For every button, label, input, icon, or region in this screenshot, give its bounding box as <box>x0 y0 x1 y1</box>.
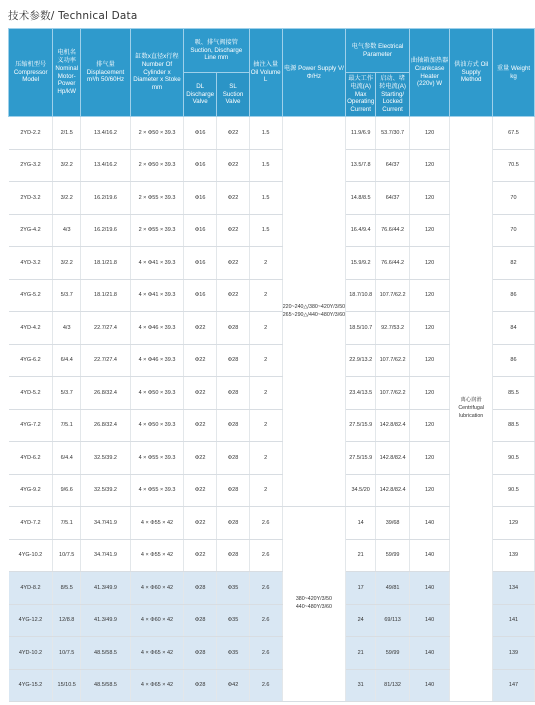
cell-disp: 34.7/41.9 <box>81 539 131 572</box>
cell-oil: 2.6 <box>249 669 282 702</box>
cell-dl: Φ22 <box>183 344 216 377</box>
header-pipe-group: 吸、排气阀接管 Suction, Discharge Line mm <box>183 29 249 73</box>
cell-sl: Φ22 <box>217 149 249 182</box>
cell-disp: 13.4/16.2 <box>81 117 131 150</box>
cell-cyl: 4 × Φ41 × 39.3 <box>131 279 184 312</box>
header-elec-group: 电气参数 Electrical Parameter <box>346 29 410 73</box>
technical-data-table <box>8 28 535 702</box>
cell-disp: 22.7/27.4 <box>81 312 131 345</box>
header-power: 电源 Power Supply V/Φ/Hz <box>282 29 345 117</box>
header-heater: 曲轴箱加热器 Crankcase Heater (220v) W <box>409 29 449 117</box>
header-oil-method: 供油方式 Oil Supply Method <box>450 29 493 117</box>
cell-oil: 2 <box>249 409 282 442</box>
cell-cyl: 4 × Φ55 × 42 <box>131 539 184 572</box>
cell-cyl: 4 × Φ46 × 39.3 <box>131 312 184 345</box>
cell-heater: 140 <box>409 572 449 605</box>
cell-heater: 120 <box>409 474 449 507</box>
cell-weight: 90.5 <box>492 442 534 475</box>
cell-weight: 88.5 <box>492 409 534 442</box>
cell-model: 2YD-3.2 <box>9 182 53 215</box>
cell-max: 18.5/10.7 <box>346 312 376 345</box>
cell-dl: Φ22 <box>183 312 216 345</box>
cell-heater: 120 <box>409 247 449 280</box>
cell-motor: 7/5.1 <box>53 409 81 442</box>
cell-model: 4YG-6.2 <box>9 344 53 377</box>
header-weight: 重量 Weight kg <box>492 29 534 117</box>
cell-start: 81/132 <box>376 669 410 702</box>
header-model: 压缩机型号 Compressor Model <box>9 29 53 117</box>
cell-weight: 86 <box>492 279 534 312</box>
cell-disp: 13.4/16.2 <box>81 149 131 182</box>
cell-sl: Φ28 <box>217 377 249 410</box>
cell-max: 14 <box>346 507 376 540</box>
cell-disp: 32.5/39.2 <box>81 442 131 475</box>
cell-max: 21 <box>346 539 376 572</box>
cell-motor: 6/4.4 <box>53 442 81 475</box>
cell-dl: Φ22 <box>183 409 216 442</box>
cell-disp: 32.5/39.2 <box>81 474 131 507</box>
cell-weight: 70 <box>492 214 534 247</box>
cell-cyl: 4 × Φ41 × 39.3 <box>131 247 184 280</box>
cell-start: 107.7/62.2 <box>376 377 410 410</box>
cell-oil: 2 <box>249 247 282 280</box>
cell-cyl: 4 × Φ55 × 39.3 <box>131 442 184 475</box>
cell-motor: 4/3 <box>53 214 81 247</box>
cell-dl: Φ16 <box>183 117 216 150</box>
cell-model: 4YG-15.2 <box>9 669 53 702</box>
cell-sl: Φ22 <box>217 117 249 150</box>
cell-disp: 41.3/49.9 <box>81 604 131 637</box>
cell-dl: Φ28 <box>183 637 216 670</box>
cell-heater: 140 <box>409 669 449 702</box>
header-max-current: 最大工作电流(A) Max Operating Current <box>346 73 376 117</box>
cell-start: 49/81 <box>376 572 410 605</box>
cell-max: 18.7/10.8 <box>346 279 376 312</box>
cell-max: 22.9/13.2 <box>346 344 376 377</box>
cell-sl: Φ35 <box>217 572 249 605</box>
cell-motor: 2/1.5 <box>53 117 81 150</box>
cell-model: 4YD-7.2 <box>9 507 53 540</box>
cell-model: 4YG-10.2 <box>9 539 53 572</box>
cell-weight: 82 <box>492 247 534 280</box>
cell-max: 27.5/15.9 <box>346 442 376 475</box>
cell-start: 59/99 <box>376 539 410 572</box>
cell-start: 76.6/44.2 <box>376 214 410 247</box>
cell-weight: 90.5 <box>492 474 534 507</box>
cell-start: 69/113 <box>376 604 410 637</box>
cell-motor: 7/5.1 <box>53 507 81 540</box>
cell-start: 142.8/82.4 <box>376 442 410 475</box>
cell-weight: 147 <box>492 669 534 702</box>
page-title: 技术参数/ Technical Data <box>8 10 138 22</box>
cell-model: 4YG-9.2 <box>9 474 53 507</box>
cell-disp: 16.2/19.6 <box>81 214 131 247</box>
cell-sl: Φ22 <box>217 247 249 280</box>
cell-dl: Φ22 <box>183 377 216 410</box>
cell-disp: 34.7/41.9 <box>81 507 131 540</box>
cell-cyl: 4 × Φ65 × 42 <box>131 637 184 670</box>
cell-motor: 6/4.4 <box>53 344 81 377</box>
cell-heater: 140 <box>409 507 449 540</box>
cell-sl: Φ28 <box>217 539 249 572</box>
cell-oil: 2 <box>249 474 282 507</box>
cell-disp: 26.8/32.4 <box>81 409 131 442</box>
cell-max: 11.9/6.9 <box>346 117 376 150</box>
cell-oil: 1.5 <box>249 214 282 247</box>
cell-max: 14.8/8.5 <box>346 182 376 215</box>
cell-cyl: 4 × Φ60 × 42 <box>131 604 184 637</box>
cell-disp: 48.5/58.5 <box>81 637 131 670</box>
cell-max: 23.4/13.5 <box>346 377 376 410</box>
cell-max: 21 <box>346 637 376 670</box>
cell-weight: 139 <box>492 539 534 572</box>
cell-sl: Φ35 <box>217 604 249 637</box>
cell-heater: 120 <box>409 214 449 247</box>
cell-heater: 120 <box>409 182 449 215</box>
cell-oil: 2 <box>249 279 282 312</box>
table-row <box>9 117 535 150</box>
cell-heater: 140 <box>409 637 449 670</box>
cell-dl: Φ22 <box>183 474 216 507</box>
cell-model: 4YG-5.2 <box>9 279 53 312</box>
header-cylinder: 缸数x直径x行程 Number Of Cylinder x Diameter x Stoke mm <box>131 29 184 117</box>
cell-dl: Φ16 <box>183 279 216 312</box>
cell-max: 34.5/20 <box>346 474 376 507</box>
cell-heater: 120 <box>409 312 449 345</box>
cell-weight: 139 <box>492 637 534 670</box>
cell-dl: Φ28 <box>183 604 216 637</box>
cell-model: 4YG-12.2 <box>9 604 53 637</box>
cell-cyl: 2 × Φ50 × 39.3 <box>131 149 184 182</box>
cell-start: 107.7/62.2 <box>376 344 410 377</box>
cell-oil: 2.6 <box>249 604 282 637</box>
cell-disp: 18.1/21.8 <box>81 279 131 312</box>
cell-start: 39/68 <box>376 507 410 540</box>
cell-max: 31 <box>346 669 376 702</box>
cell-model: 4YG-7.2 <box>9 409 53 442</box>
cell-motor: 10/7.5 <box>53 539 81 572</box>
cell-oil: 2 <box>249 344 282 377</box>
cell-motor: 3/2.2 <box>53 149 81 182</box>
cell-start: 64/37 <box>376 182 410 215</box>
cell-power-supply-group-2: 380~420Y/3/50 440~480Y/3/60 <box>282 507 345 702</box>
cell-weight: 86 <box>492 344 534 377</box>
header-start-current: 启动、堵转电流(A) Starting/ Locked Current <box>376 73 410 117</box>
cell-weight: 141 <box>492 604 534 637</box>
cell-motor: 15/10.5 <box>53 669 81 702</box>
cell-model: 2YG-3.2 <box>9 149 53 182</box>
cell-model: 4YD-10.2 <box>9 637 53 670</box>
cell-weight: 70 <box>492 182 534 215</box>
cell-cyl: 2 × Φ55 × 39.3 <box>131 182 184 215</box>
header-oil-volume: 抽注入量 Oil Volume L <box>249 29 282 117</box>
cell-weight: 84 <box>492 312 534 345</box>
cell-oil: 2 <box>249 377 282 410</box>
cell-oil: 2.6 <box>249 637 282 670</box>
cell-sl: Φ28 <box>217 312 249 345</box>
header-dl: DL Discharge Valve <box>183 73 216 117</box>
cell-max: 16.4/9.4 <box>346 214 376 247</box>
cell-model: 4YD-8.2 <box>9 572 53 605</box>
cell-cyl: 4 × Φ65 × 42 <box>131 669 184 702</box>
cell-oil: 1.5 <box>249 149 282 182</box>
cell-heater: 120 <box>409 117 449 150</box>
header-displacement: 排气量 Displacement m³/h 50/60Hz <box>81 29 131 117</box>
cell-sl: Φ28 <box>217 442 249 475</box>
cell-max: 27.5/15.9 <box>346 409 376 442</box>
cell-weight: 67.5 <box>492 117 534 150</box>
cell-dl: Φ28 <box>183 669 216 702</box>
cell-dl: Φ16 <box>183 247 216 280</box>
cell-sl: Φ28 <box>217 409 249 442</box>
cell-max: 15.9/9.2 <box>346 247 376 280</box>
cell-start: 64/37 <box>376 149 410 182</box>
cell-oil: 1.5 <box>249 182 282 215</box>
cell-start: 142.8/82.4 <box>376 474 410 507</box>
cell-oil-supply-method: 离心润滑 Centrifugal lubrication <box>450 117 493 702</box>
cell-heater: 140 <box>409 604 449 637</box>
cell-sl: Φ22 <box>217 214 249 247</box>
header-sl: SL Suction Valve <box>217 73 249 117</box>
cell-dl: Φ16 <box>183 182 216 215</box>
cell-oil: 2.6 <box>249 572 282 605</box>
cell-weight: 70.5 <box>492 149 534 182</box>
cell-model: 4YD-3.2 <box>9 247 53 280</box>
cell-disp: 41.3/49.9 <box>81 572 131 605</box>
cell-oil: 1.5 <box>249 117 282 150</box>
cell-start: 76.6/44.2 <box>376 247 410 280</box>
cell-sl: Φ22 <box>217 279 249 312</box>
cell-oil: 2.6 <box>249 539 282 572</box>
cell-motor: 5/3.7 <box>53 377 81 410</box>
cell-heater: 120 <box>409 279 449 312</box>
cell-dl: Φ22 <box>183 442 216 475</box>
cell-model: 2YD-2.2 <box>9 117 53 150</box>
cell-sl: Φ35 <box>217 637 249 670</box>
cell-motor: 3/2.2 <box>53 182 81 215</box>
cell-dl: Φ28 <box>183 572 216 605</box>
cell-cyl: 4 × Φ50 × 39.3 <box>131 377 184 410</box>
cell-disp: 26.8/32.4 <box>81 377 131 410</box>
table-body <box>9 117 535 702</box>
cell-motor: 12/8.8 <box>53 604 81 637</box>
cell-cyl: 4 × Φ46 × 39.3 <box>131 344 184 377</box>
cell-dl: Φ16 <box>183 149 216 182</box>
cell-start: 142.8/82.4 <box>376 409 410 442</box>
cell-cyl: 4 × Φ60 × 42 <box>131 572 184 605</box>
cell-model: 4YD-5.2 <box>9 377 53 410</box>
cell-disp: 16.2/19.6 <box>81 182 131 215</box>
cell-sl: Φ28 <box>217 474 249 507</box>
cell-start: 59/99 <box>376 637 410 670</box>
cell-motor: 4/3 <box>53 312 81 345</box>
cell-heater: 120 <box>409 344 449 377</box>
cell-disp: 18.1/21.8 <box>81 247 131 280</box>
cell-motor: 3/2.2 <box>53 247 81 280</box>
cell-oil: 2.6 <box>249 507 282 540</box>
cell-heater: 120 <box>409 377 449 410</box>
cell-oil: 2 <box>249 442 282 475</box>
cell-weight: 134 <box>492 572 534 605</box>
cell-motor: 5/3.7 <box>53 279 81 312</box>
cell-weight: 85.5 <box>492 377 534 410</box>
cell-start: 107.7/62.2 <box>376 279 410 312</box>
cell-power-supply-group-1: 220~240△/380~420Y/3/50 265~290△/440~480Y/3/60 <box>282 117 345 507</box>
cell-max: 13.5/7.8 <box>346 149 376 182</box>
header-motor: 电机名义功率 Nominal Motor-Power Hp/kW <box>53 29 81 117</box>
cell-motor: 9/6.6 <box>53 474 81 507</box>
cell-motor: 8/5.5 <box>53 572 81 605</box>
cell-sl: Φ28 <box>217 344 249 377</box>
cell-sl: Φ28 <box>217 507 249 540</box>
cell-cyl: 2 × Φ50 × 39.3 <box>131 117 184 150</box>
cell-max: 24 <box>346 604 376 637</box>
cell-disp: 22.7/27.4 <box>81 344 131 377</box>
table-header <box>9 29 535 117</box>
cell-model: 4YD-4.2 <box>9 312 53 345</box>
cell-motor: 10/7.5 <box>53 637 81 670</box>
cell-heater: 120 <box>409 409 449 442</box>
cell-start: 53.7/30.7 <box>376 117 410 150</box>
cell-heater: 140 <box>409 539 449 572</box>
cell-max: 17 <box>346 572 376 605</box>
cell-weight: 129 <box>492 507 534 540</box>
cell-cyl: 4 × Φ55 × 42 <box>131 507 184 540</box>
cell-heater: 120 <box>409 442 449 475</box>
cell-dl: Φ22 <box>183 539 216 572</box>
cell-heater: 120 <box>409 149 449 182</box>
cell-cyl: 2 × Φ55 × 39.3 <box>131 214 184 247</box>
cell-cyl: 4 × Φ50 × 39.3 <box>131 409 184 442</box>
cell-cyl: 4 × Φ55 × 39.3 <box>131 474 184 507</box>
cell-model: 4YD-6.2 <box>9 442 53 475</box>
cell-sl: Φ22 <box>217 182 249 215</box>
cell-oil: 2 <box>249 312 282 345</box>
cell-model: 2YG-4.2 <box>9 214 53 247</box>
cell-disp: 48.5/58.5 <box>81 669 131 702</box>
cell-dl: Φ16 <box>183 214 216 247</box>
cell-sl: Φ42 <box>217 669 249 702</box>
cell-start: 92.7/53.2 <box>376 312 410 345</box>
cell-dl: Φ22 <box>183 507 216 540</box>
